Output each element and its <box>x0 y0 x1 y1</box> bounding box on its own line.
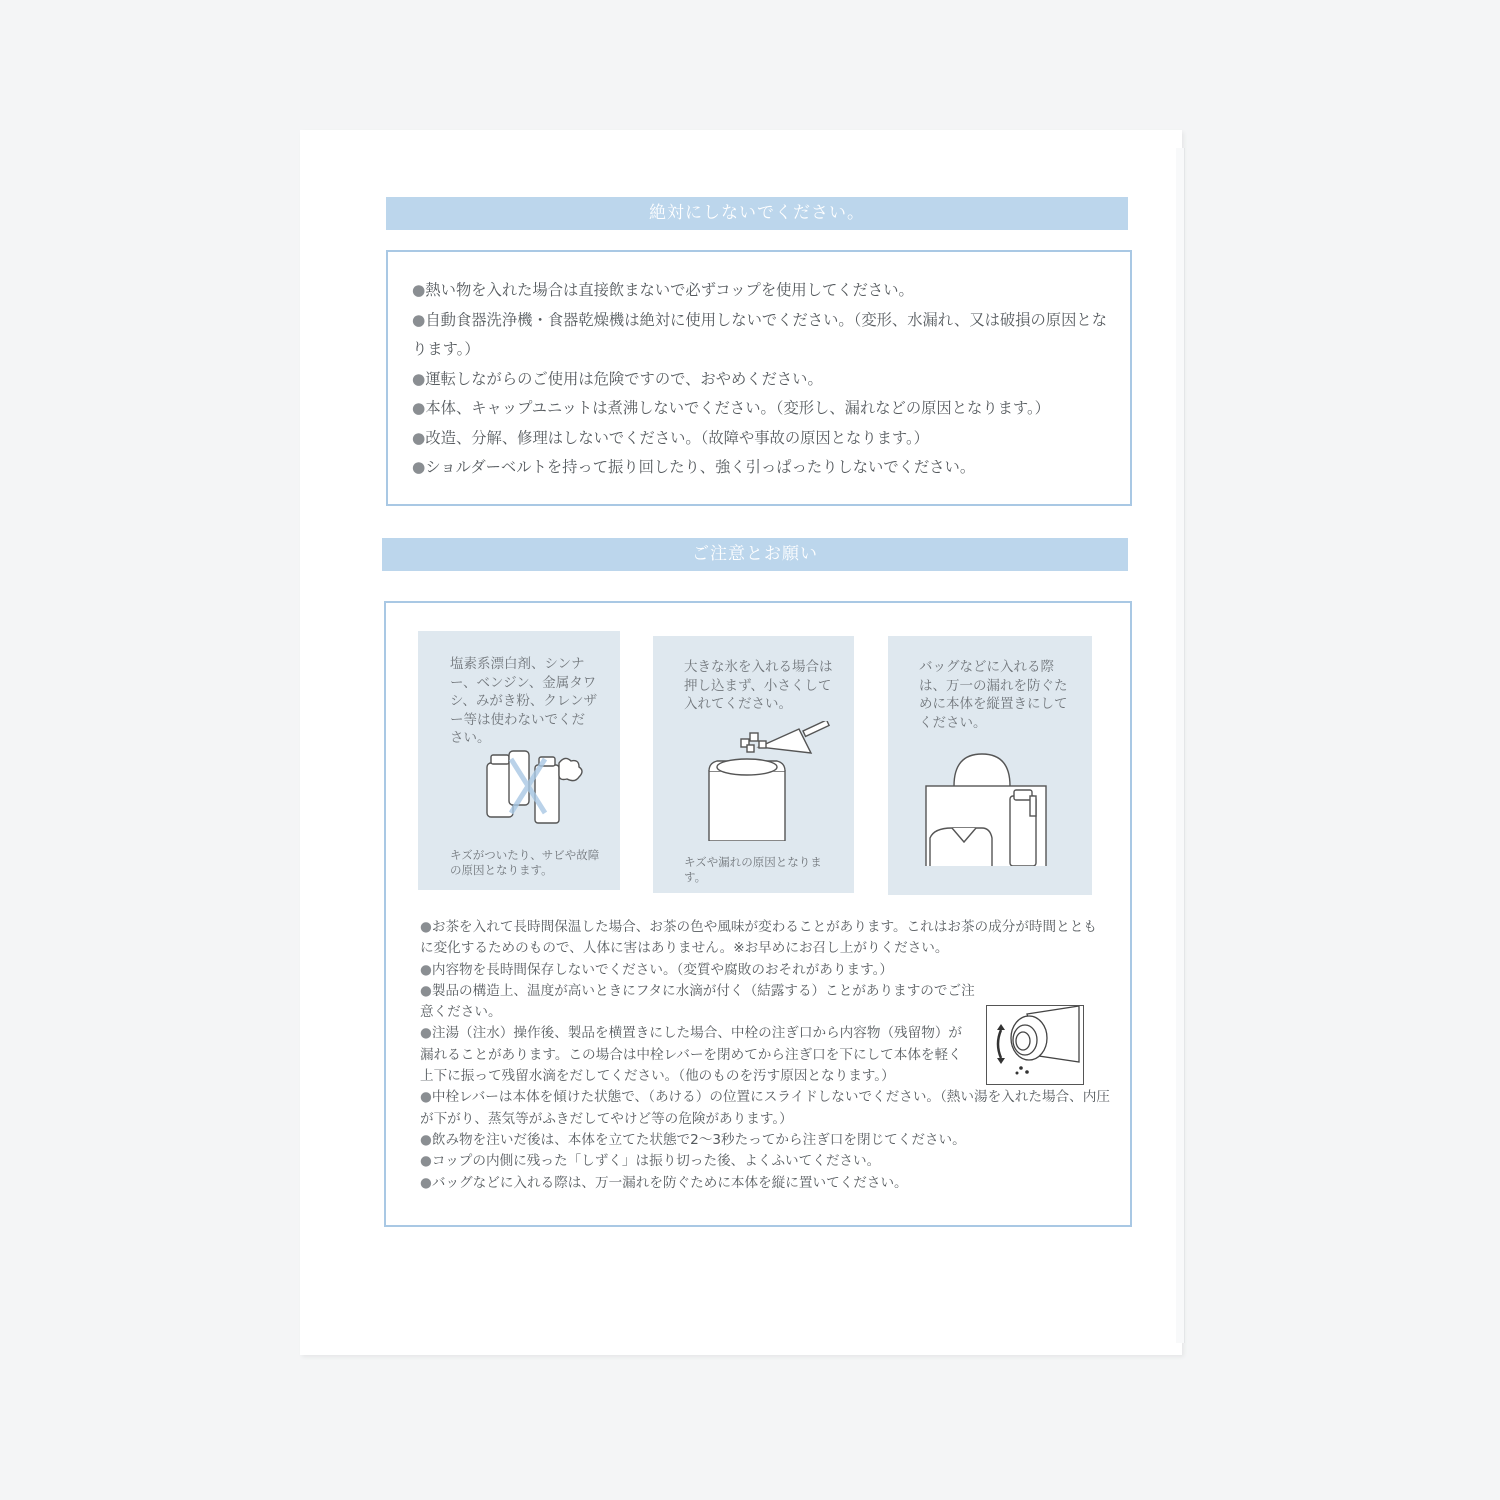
bullet: ● <box>412 310 426 329</box>
list-item <box>412 365 1112 395</box>
panel-note: キズや漏れの原因となります。 <box>684 855 822 884</box>
list-item <box>412 306 1112 365</box>
bag-bottle-icon <box>918 746 1048 866</box>
list-item <box>420 1151 1110 1172</box>
bullet: ● <box>412 369 426 388</box>
bullet: ● <box>420 919 432 935</box>
list-item <box>420 917 1110 960</box>
panel-text: 大きな氷を入れる場合は押し込まず、小さくして入れてください。 <box>684 659 833 712</box>
section1-list <box>412 276 1112 483</box>
bullet: ● <box>420 982 432 999</box>
care-panel-ice <box>653 636 854 893</box>
item-text: 本体、キャップユニットは煮沸しないでください。（変形し、漏れなどの原因となります。） <box>425 399 1050 417</box>
care-panel-cleaners <box>418 631 620 890</box>
bullet: ● <box>420 1174 432 1191</box>
sheet-edge <box>1176 148 1185 1343</box>
item-text: お茶を入れて長時間保温した場合、お茶の色や風味が変わることがあります。これはお茶の成分が時間とともに変化するためのもので、人体に害はありません。※お早めにお召し上がりください。 <box>420 919 1097 957</box>
list-item <box>412 424 1112 454</box>
list-item <box>420 1087 1110 1130</box>
item-text: 自動食器洗浄機・食器乾燥機は絶対に使用しないでください。（変形、水漏れ、又は破損の原因となります。） <box>412 310 1107 358</box>
bullet: ● <box>412 399 426 417</box>
list-item <box>412 394 1112 424</box>
item-text: 飲み物を注いだ後は、本体を立てた状態で2〜3秒たってから注ぎ口を閉じてください。 <box>431 1131 966 1148</box>
item-text: 熱い物を入れた場合は直接飲まないで必ずコップを使用してください。 <box>425 281 914 299</box>
item-text: 運転しながらのご使用は危険ですので、おやめください。 <box>425 369 823 388</box>
panel-text: バッグなどに入れる際は、万一の漏れを防ぐために本体を縦置きにしてください。 <box>919 659 1068 731</box>
item-text: ショルダーベルトを持って振り回したり、強く引っぱったりしないでください。 <box>425 458 976 476</box>
section2-heading: ご注意とお願い <box>382 538 1128 571</box>
care-panel-bag <box>888 636 1092 895</box>
list-item <box>420 960 1110 981</box>
item-text: 注湯（注水）操作後、製品を横置きにした場合、中栓の注ぎ口から内容物（残留物）が漏れることがあります。この場合は中栓レバーを閉めてから注ぎ口を下にして本体を軽く上下に振って残留水滴をだしてください。（他のものを汚す原因となります。） <box>420 1025 963 1085</box>
item-text: 中栓レバーは本体を傾けた状態で、（あける）の位置にスライドしないでください。（熱い湯を入れた場合、内圧が下がり、蒸気等がふきだしてやけど等の危険があります。） <box>420 1089 1110 1127</box>
list-item <box>412 453 1112 483</box>
list-item <box>420 1130 1110 1151</box>
list-item <box>420 1173 1110 1194</box>
bullet: ● <box>420 1131 432 1148</box>
item-text: 改造、分解、修理はしないでください。（故障や事故の原因となります。） <box>425 428 929 447</box>
bullet: ● <box>420 961 432 978</box>
bullet: ● <box>420 1153 432 1170</box>
bullet: ● <box>412 458 426 476</box>
item-text: 内容物を長時間保存しないでください。（変質や腐敗のおそれがあります。） <box>431 961 893 978</box>
item-text: コップの内側に残った「しずく」は振り切った後、よくふいてください。 <box>431 1153 881 1170</box>
bullet: ● <box>420 1089 432 1106</box>
list-item <box>420 981 975 1024</box>
shake-cap-illustration <box>986 1005 1084 1085</box>
section1-heading: 絶対にしないでください。 <box>386 197 1128 230</box>
ice-bottle-icon <box>703 721 843 841</box>
list-item <box>412 276 1112 306</box>
bullet: ● <box>412 281 426 299</box>
panel-note: キズがついたり、サビや故障の原因となります。 <box>450 848 600 877</box>
item-text: 製品の構造上、温度が高いときにフタに水滴が付く（結露する）ことがありますのでご注意ください。 <box>420 982 975 1021</box>
panel-text: 塩素系漂白剤、シンナー、ベンジン、金属タワシ、みがき粉、クレンザー等は使わないでください。 <box>450 656 598 746</box>
shake-cap-icon <box>987 1006 1083 1084</box>
bullet: ● <box>420 1025 432 1042</box>
bullet: ● <box>412 428 426 447</box>
list-item <box>420 1023 970 1087</box>
bottles-crossed-icon <box>473 743 593 833</box>
item-text: バッグなどに入れる際は、万一漏れを防ぐために本体を縦に置いてください。 <box>431 1174 908 1191</box>
